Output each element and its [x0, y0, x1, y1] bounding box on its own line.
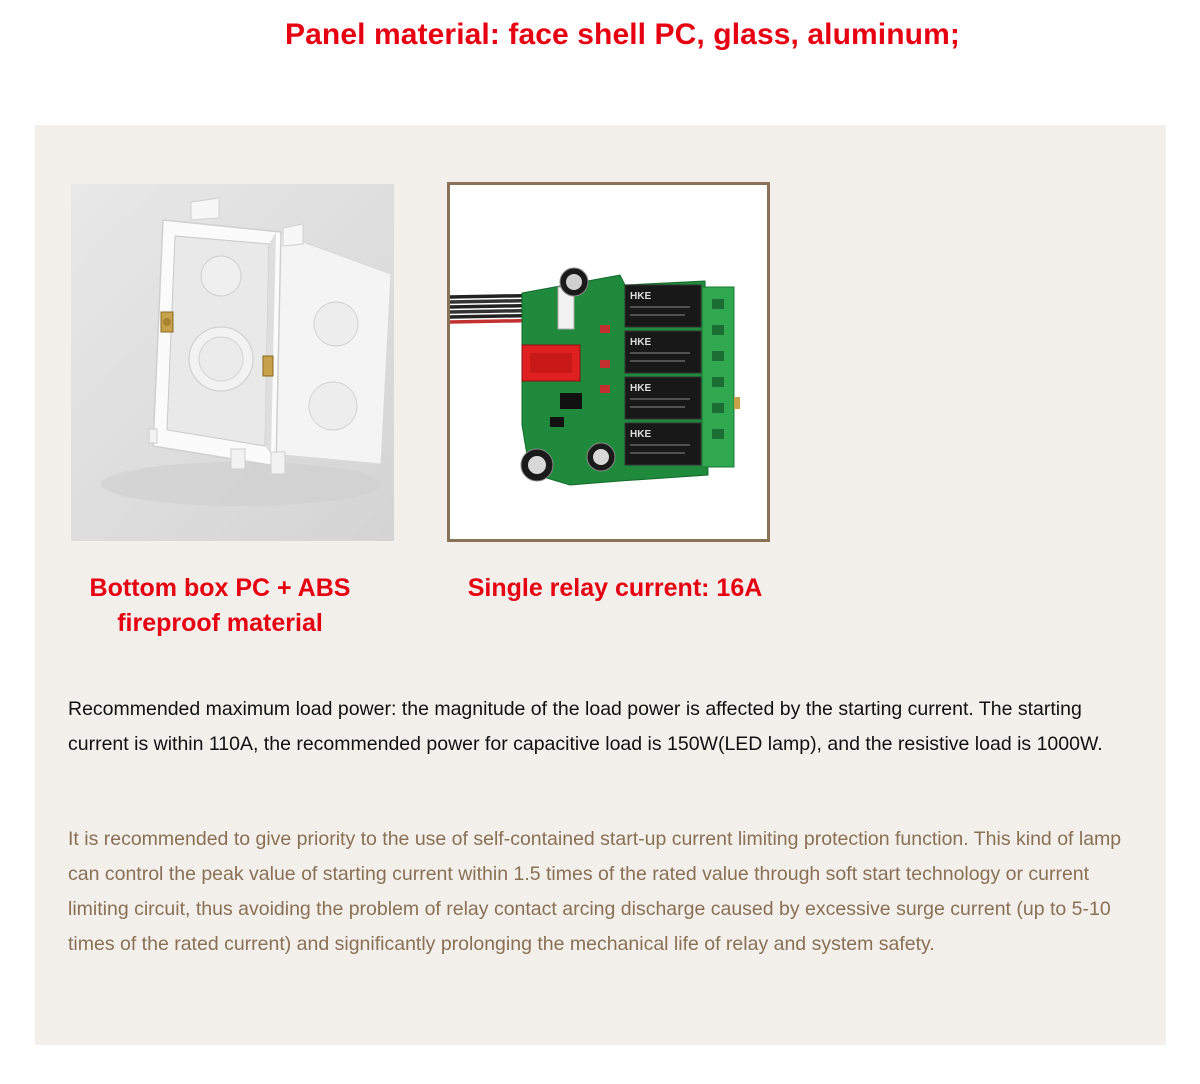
relay-brand-label: HKE [630, 383, 652, 394]
relay-board-image [447, 182, 770, 542]
relay-brand-label: HKE [630, 291, 652, 302]
page-title: Panel material: face shell PC, glass, aluminum; [285, 18, 960, 51]
content-panel [35, 125, 1166, 1045]
relay-caption [465, 571, 765, 606]
relay-brand-label: HKE [630, 337, 652, 348]
relay-caption-line1: Single relay current: 16A [467, 574, 763, 602]
bottom-box-caption [75, 571, 365, 641]
load-power-paragraph: Recommended maximum load power: the magnitude of the load power is affected by the starting current. The starting current is within 110A, the recommended power for capacitive load is 150W(LED lamp), and the resistive load is 1000W. [68, 698, 1103, 755]
bottom-box-caption-line1: Bottom box PC + ABS [89, 574, 351, 602]
bottom-box-image [71, 184, 394, 541]
recommendation-paragraph: It is recommended to give priority to the use of self-contained start-up current limiting protection function. This kind of lamp can control the peak value of starting current within 1.5 times of the rated value through soft start technology or current limiting circuit, thus avoiding the problem of relay contact arcing discharge caused by excessive surge current (up to 5-10 times of the rated current) and significantly prolonging the mechanical life of relay and system safety. [68, 828, 1122, 955]
relay-brand-label: HKE [630, 429, 652, 440]
bottom-box-caption-line2: fireproof material [117, 609, 323, 637]
